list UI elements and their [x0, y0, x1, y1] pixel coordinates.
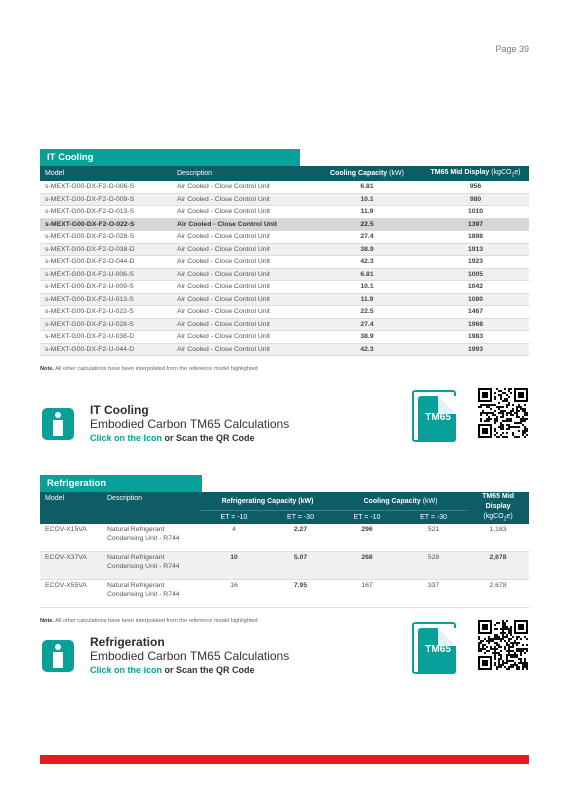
- cell-description: Air Cooled - Close Control Unit: [172, 343, 312, 356]
- cell-description: Natural Refrigerant Condensing Unit - R744: [102, 524, 201, 552]
- footer-red-bar: [40, 755, 529, 764]
- info-title: IT Cooling: [90, 403, 149, 417]
- refrigeration-table: [40, 492, 529, 608]
- cell-tm65: 1913: [422, 243, 529, 256]
- header-refrigerating-capacity: Refrigerating Capacity (kW): [201, 492, 334, 511]
- cell-capacity: 42.3: [312, 343, 422, 356]
- cell-description: Air Cooled - Close Control Unit: [172, 268, 312, 281]
- table-row: [40, 524, 529, 552]
- header-model: Model: [40, 492, 102, 524]
- cell-description: Natural Refrigerant Condensing Unit - R744: [102, 580, 201, 608]
- header-et-10: ET = -10: [201, 511, 267, 525]
- table-row: [40, 243, 529, 256]
- header-description: Description: [102, 492, 201, 524]
- header-tm65: TM65 Mid Display (kgCO$_2$e): [422, 166, 529, 181]
- cell-model: s-MEXT-G00-DX-F2-O-006-S: [40, 181, 172, 193]
- cell-rc-et30: 5.07: [267, 552, 334, 580]
- cell-description: Air Cooled - Close Control Unit: [172, 181, 312, 193]
- info-icon[interactable]: [42, 408, 74, 440]
- cell-model: s-MEXT-G00-DX-F2-O-013-S: [40, 206, 172, 219]
- tm65-document-icon[interactable]: [412, 622, 458, 678]
- table-row: [40, 343, 529, 356]
- cell-description: Air Cooled - Close Control Unit: [172, 293, 312, 306]
- it-cooling-section: [40, 149, 529, 372]
- cell-capacity: 10.1: [312, 193, 422, 206]
- cell-model: s-MEXT-G00-DX-F2-U-013-S: [40, 293, 172, 306]
- cell-rc-et30: 7.95: [267, 580, 334, 608]
- cell-model: ECOV-X15VA: [40, 524, 102, 552]
- cell-description: Air Cooled - Close Control Unit: [172, 306, 312, 319]
- header-et-30: ET = -30: [400, 511, 467, 525]
- cell-cc-et10: 268: [334, 552, 400, 580]
- header-tm65: TM65 Mid Display (kgCO$_2$e): [467, 492, 529, 524]
- cell-tm65: 956: [422, 181, 529, 193]
- cell-model: ECOV-X37VA: [40, 552, 102, 580]
- cell-capacity: 38.9: [312, 243, 422, 256]
- cell-tm65: 1397: [422, 218, 529, 231]
- it-cooling-table: [40, 166, 529, 356]
- cell-rc-et10: 10: [201, 552, 267, 580]
- table-row: [40, 318, 529, 331]
- cell-tm65: 1968: [422, 318, 529, 331]
- table-row: [40, 331, 529, 344]
- cell-cc-et10: 296: [334, 524, 400, 552]
- it-cooling-info-block: [40, 394, 529, 452]
- cell-description: Natural Refrigerant Condensing Unit - R744: [102, 552, 201, 580]
- refrigeration-note: Note. All other calculations have been interpolated from the reference model highlighted: [40, 618, 258, 625]
- cell-description: Air Cooled - Close Control Unit: [172, 218, 312, 231]
- cell-cc-et10: 167: [334, 580, 400, 608]
- cell-model: s-MEXT-G00-DX-F2-U-044-D: [40, 343, 172, 356]
- qr-code-icon[interactable]: [478, 388, 528, 438]
- cell-tm65: 1010: [422, 206, 529, 219]
- header-cooling-capacity: Cooling Capacity (kW): [334, 492, 467, 511]
- cell-tm65: 1005: [422, 268, 529, 281]
- cell-tm65: 1,183: [467, 524, 529, 552]
- cell-tm65: 1993: [422, 343, 529, 356]
- table-row: [40, 181, 529, 193]
- cell-tm65: 1923: [422, 256, 529, 269]
- cell-capacity: 10.1: [312, 281, 422, 294]
- cell-rc-et30: 2.27: [267, 524, 334, 552]
- table-row: [40, 552, 529, 580]
- cell-capacity: 22.5: [312, 306, 422, 319]
- cell-tm65: 1080: [422, 293, 529, 306]
- header-description: Description: [172, 166, 312, 181]
- cell-model: s-MEXT-G00-DX-F2-U-038-D: [40, 331, 172, 344]
- info-title: Refrigeration: [90, 635, 165, 649]
- cell-capacity: 6.81: [312, 268, 422, 281]
- cell-rc-et10: 4: [201, 524, 267, 552]
- header-cooling-capacity: Cooling Capacity (kW): [312, 166, 422, 181]
- cell-tm65: 2,678: [467, 580, 529, 608]
- table-row: [40, 306, 529, 319]
- table-row: [40, 193, 529, 206]
- cell-description: Air Cooled - Close Control Unit: [172, 331, 312, 344]
- cell-tm65: 1898: [422, 231, 529, 244]
- cell-capacity: 11.9: [312, 206, 422, 219]
- table-row: [40, 293, 529, 306]
- qr-code-icon[interactable]: [478, 620, 528, 670]
- cell-model: s-MEXT-G00-DX-F2-U-022-S: [40, 306, 172, 319]
- cell-capacity: 11.9: [312, 293, 422, 306]
- cell-description: Air Cooled - Close Control Unit: [172, 318, 312, 331]
- cell-capacity: 27.4: [312, 318, 422, 331]
- cell-tm65: 1042: [422, 281, 529, 294]
- cell-tm65: 980: [422, 193, 529, 206]
- it-cooling-tab: IT Cooling: [40, 149, 300, 166]
- it-cooling-note: Note. All other calculations have been interpolated from the reference model highlighted: [40, 366, 258, 372]
- info-subtitle: Embodied Carbon TM65 Calculations: [90, 649, 290, 663]
- cell-description: Air Cooled - Close Control Unit: [172, 243, 312, 256]
- table-header-row: [40, 166, 529, 181]
- table-row: [40, 206, 529, 219]
- cell-capacity: 6.81: [312, 181, 422, 193]
- cell-model: s-MEXT-G00-DX-F2-O-028-S: [40, 231, 172, 244]
- cell-model: ECOV-X55VA: [40, 580, 102, 608]
- cell-capacity: 42.3: [312, 256, 422, 269]
- cell-cc-et30: 528: [400, 552, 467, 580]
- cell-model: s-MEXT-G00-DX-F2-U-006-S: [40, 268, 172, 281]
- cell-capacity: 22.5: [312, 218, 422, 231]
- table-row: [40, 580, 529, 608]
- info-subtitle: Embodied Carbon TM65 Calculations: [90, 417, 290, 431]
- refrigeration-tab: Refrigeration: [40, 475, 202, 492]
- cell-model: s-MEXT-G00-DX-F2-O-038-D: [40, 243, 172, 256]
- table-row: [40, 231, 529, 244]
- tm65-badge: TM65: [425, 644, 451, 655]
- info-icon[interactable]: [42, 640, 74, 672]
- page-number: Page 39: [495, 44, 529, 54]
- cell-rc-et10: 16: [201, 580, 267, 608]
- cell-capacity: 27.4: [312, 231, 422, 244]
- cell-description: Air Cooled - Close Control Unit: [172, 256, 312, 269]
- refrigeration-section: [40, 475, 529, 624]
- cell-capacity: 38.9: [312, 331, 422, 344]
- tm65-badge: TM65: [425, 412, 451, 423]
- cell-tm65: 1983: [422, 331, 529, 344]
- cell-model: s-MEXT-G00-DX-F2-O-044-D: [40, 256, 172, 269]
- tm65-document-icon[interactable]: [412, 390, 458, 446]
- cell-model: s-MEXT-G00-DX-F2-U-009-S: [40, 281, 172, 294]
- cell-cc-et30: 521: [400, 524, 467, 552]
- cell-model: s-MEXT-G00-DX-F2-U-028-S: [40, 318, 172, 331]
- table-row: [40, 268, 529, 281]
- header-et-10: ET = -10: [334, 511, 400, 525]
- header-model: Model: [40, 166, 172, 181]
- header-et-30: ET = -30: [267, 511, 334, 525]
- table-header-row: [40, 492, 529, 511]
- cell-model: s-MEXT-G00-DX-F2-O-009-S: [40, 193, 172, 206]
- cell-cc-et30: 337: [400, 580, 467, 608]
- cell-description: Air Cooled - Close Control Unit: [172, 206, 312, 219]
- table-row: [40, 281, 529, 294]
- cell-description: Air Cooled - Close Control Unit: [172, 231, 312, 244]
- cell-tm65: 2,678: [467, 552, 529, 580]
- table-row: [40, 218, 529, 231]
- table-row: [40, 256, 529, 269]
- cell-description: Air Cooled - Close Control Unit: [172, 193, 312, 206]
- refrigeration-info-block: [40, 626, 529, 684]
- info-link[interactable]: Click on the Icon or Scan the QR Code: [90, 433, 255, 443]
- info-link[interactable]: Click on the icon or Scan the QR Code: [90, 665, 255, 675]
- cell-tm65: 1467: [422, 306, 529, 319]
- cell-model: s-MEXT-G00-DX-F2-O-022-S: [40, 218, 172, 231]
- cell-description: Air Cooled - Close Control Unit: [172, 281, 312, 294]
